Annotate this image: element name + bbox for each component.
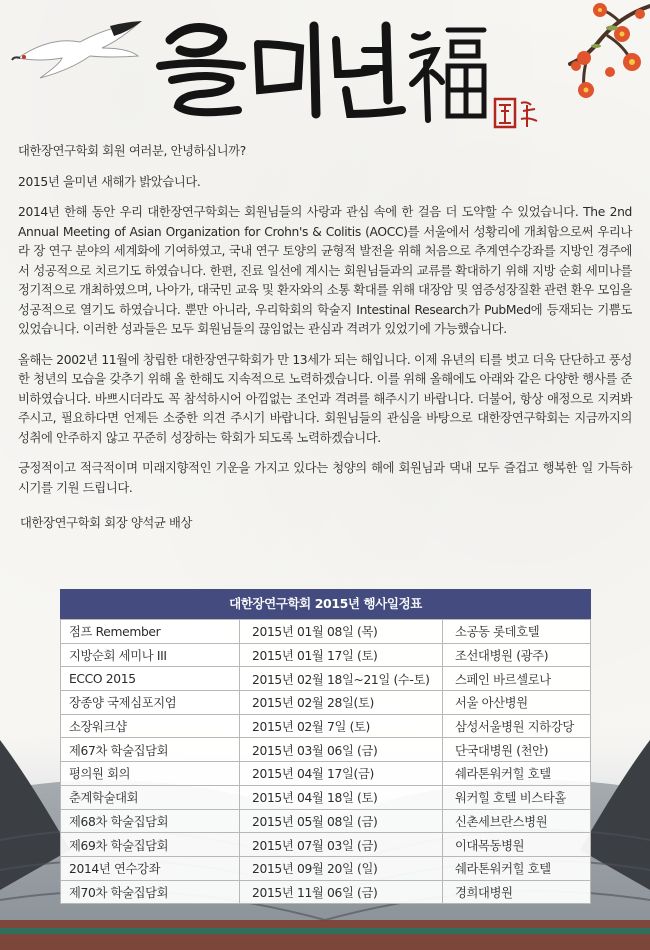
event-date: 2015년 04월 17일(금) — [240, 762, 443, 786]
event-name: 지방순회 세미나 III — [61, 643, 240, 667]
event-name: 2014년 연수강좌 — [61, 856, 240, 880]
new-year-line: 2015년 을미년 새해가 밝았습니다. — [18, 174, 201, 189]
table-row — [61, 809, 591, 833]
plum-blossom-icon — [540, 0, 650, 115]
schedule-title: 대한장연구학회 2015년 행사일정표 — [60, 589, 591, 619]
event-date: 2015년 11월 06일 (금) — [240, 880, 443, 904]
event-venue: 경희대병원 — [443, 880, 591, 904]
table-row — [61, 856, 591, 880]
schedule-body — [61, 620, 591, 904]
event-venue: 신촌세브란스병원 — [443, 809, 591, 833]
table-row — [61, 738, 591, 762]
event-date: 2015년 02월 28일(토) — [240, 691, 443, 715]
event-date: 2015년 03월 06일 (금) — [240, 738, 443, 762]
event-name: ECCO 2015 — [61, 667, 240, 691]
event-name: 제69차 학술집담회 — [61, 833, 240, 857]
event-venue: 조선대병원 (광주) — [443, 643, 591, 667]
paragraph-achievements: 2014년 한해 동안 우리 대한장연구학회는 회원님들의 사랑과 관심 속에 한 걸음 더 도약할 수 있었습니다. The 2nd Annual Meeting of Asian Organization for Crohn's & Colitis (AOCC)를 서울에서 성황리에 개최함으로써 우리나라 장 연구 분야의 세계화에 기여하였고, 국내 연구 토양의 균형적 발전을 위해 처음으로 추계연수강좌를 지방인 경주에서 성공적으로 치르기도 하였습니다. 한편, 진료 일선에 계시는 회원님들과의 교류를 확대하기 위해 지방 순회 세미나를 정기적으로 개최하였으며, 나아가, 대국민 교육 및 환자와의 소통 확대를 위해 대장암 및 염증성장질환 관련 환우 모임을 성공적으로 열기도 하였습니다. 뿐만 아니라, 우리학회의 학술지 Intestinal Research가 PubMed에 등재되는 기쁨도 있었습니다. 이러한 성과들은 모두 회원님들의 끊임없는 관심과 격려가 있었기에 가능했습니다. — [18, 205, 632, 336]
event-name: 제70차 학술집담회 — [61, 880, 240, 904]
event-name: 춘계학술대회 — [61, 785, 240, 809]
event-name: 제67차 학술집담회 — [61, 738, 240, 762]
table-row — [61, 643, 591, 667]
event-date: 2015년 09월 20일 (일) — [240, 856, 443, 880]
paragraph-plans: 올해는 2002년 11월에 창립한 대한장연구학회가 만 13세가 되는 해입니다. 이제 유년의 티를 벗고 더욱 단단하고 풍성한 청년의 모습을 갖추기 위해 올 한해도 지속적으로 노력하겠습니다. 이를 위해 올해에도 아래와 같은 다양한 행사를 준비하였습니다. 바쁘시더라도 꼭 참석하시어 아낌없는 조언과 격려를 해주시기 바랍니다. 더불어, 항상 애정으로 지켜봐주시고, 필요하다면 언제든 소중한 의견 주시기 바랍니다. 회원님들의 관심을 바탕으로 대한장연구학회는 지금까지의 성취에 안주하지 않고 꾸준히 성장하는 학회가 되도록 노력하겠습니다. — [18, 352, 632, 445]
event-name: 소장워크샵 — [61, 714, 240, 738]
event-venue: 소공동 롯데호텔 — [443, 620, 591, 644]
event-name: 점프 Remember — [61, 620, 240, 644]
table-row — [61, 714, 591, 738]
table-row — [61, 880, 591, 904]
event-venue: 쉐라톤워커힐 호텔 — [443, 762, 591, 786]
event-date: 2015년 07월 03일 (금) — [240, 833, 443, 857]
event-venue: 스페인 바르셀로나 — [443, 667, 591, 691]
table-row — [61, 667, 591, 691]
header — [0, 0, 650, 140]
event-date: 2015년 02월 18일~21일 (수-토) — [240, 667, 443, 691]
event-name: 평의원 회의 — [61, 762, 240, 786]
paragraph-wishes: 긍정적이고 적극적이며 미래지향적인 기운을 가지고 있다는 청양의 해에 회원님과 댁내 모두 즐겁고 행복한 일 가득하시기를 기원 드립니다. — [18, 461, 632, 495]
event-date: 2015년 01월 17일 (토) — [240, 643, 443, 667]
signature: 대한장연구학회 회장 양석균 배상 — [20, 516, 193, 530]
table-row — [61, 833, 591, 857]
event-name: 제68차 학술집담회 — [61, 809, 240, 833]
event-date: 2015년 01월 08일 (목) — [240, 620, 443, 644]
table-row — [61, 620, 591, 644]
event-venue: 워커힐 호텔 비스타홀 — [443, 785, 591, 809]
crane-icon — [10, 18, 150, 88]
table-row — [61, 785, 591, 809]
event-venue: 단국대병원 (천안) — [443, 738, 591, 762]
greeting-line: 대한장연구학회 회원 여러분, 안녕하십니까? — [18, 144, 246, 158]
title-calligraphy — [150, 10, 490, 128]
event-name: 장종양 국제심포지엄 — [61, 691, 240, 715]
table-row — [61, 691, 591, 715]
table-row — [61, 762, 591, 786]
event-venue: 서울 아산병원 — [443, 691, 591, 715]
event-venue: 이대목동병원 — [443, 833, 591, 857]
event-venue: 삼성서울병원 지하강당 — [443, 714, 591, 738]
event-schedule-table — [60, 589, 591, 904]
event-date: 2015년 04월 18일 (토) — [240, 785, 443, 809]
greeting-letter — [18, 142, 632, 545]
event-date: 2015년 05월 08일 (금) — [240, 809, 443, 833]
event-date: 2015년 02월 7일 (토) — [240, 714, 443, 738]
seal-stamp — [493, 95, 543, 135]
event-venue: 쉐라톤워커힐 호텔 — [443, 856, 591, 880]
